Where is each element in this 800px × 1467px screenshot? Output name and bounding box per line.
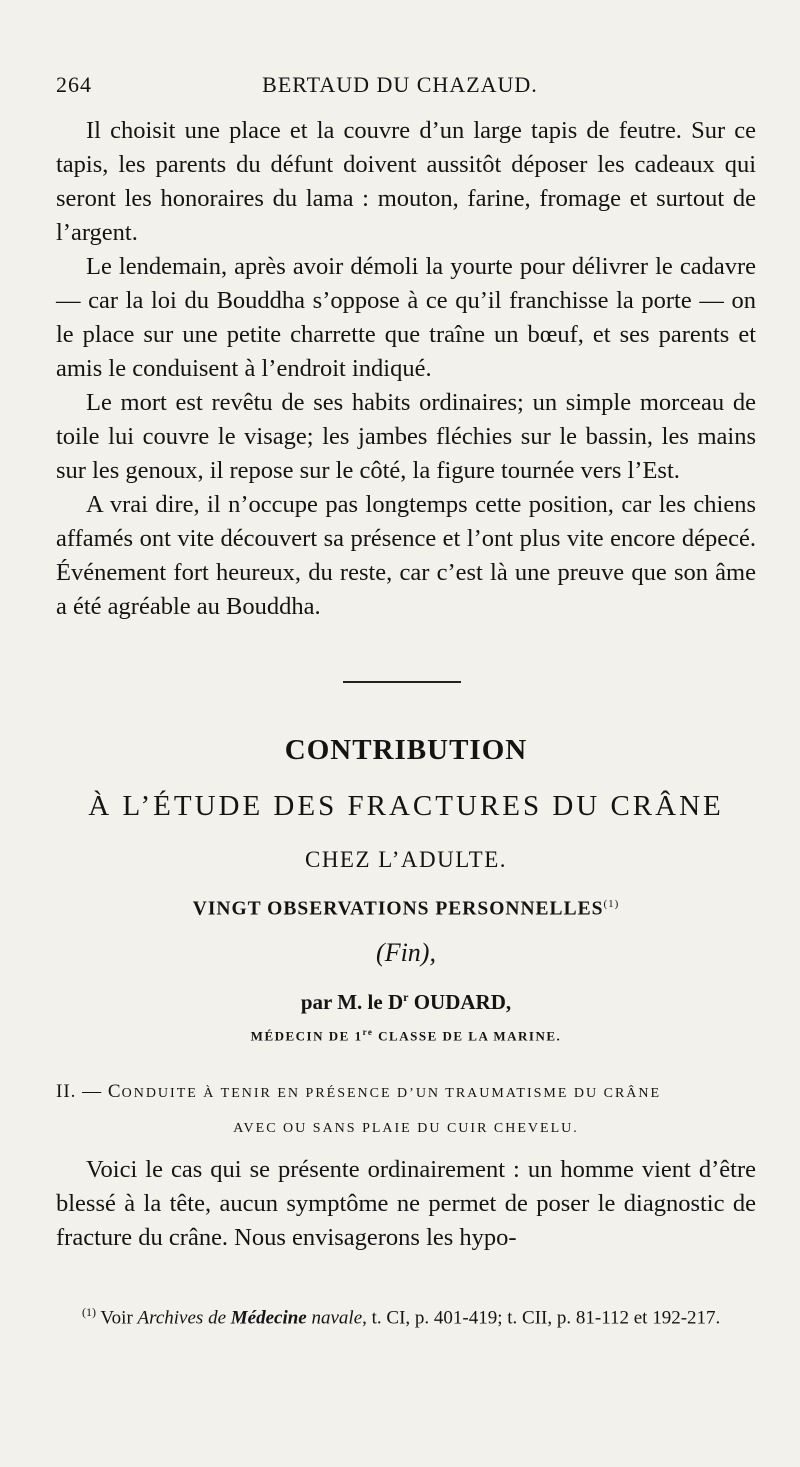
page-header <box>56 72 744 106</box>
footnote-mark: (1) <box>82 1305 96 1319</box>
page-number: 264 <box>56 72 92 97</box>
section-number: II. — <box>56 1081 108 1102</box>
article-subtitle <box>56 898 756 921</box>
section-title-line-2: AVEC OU SANS PLAIE DU CUIR CHEVELU. <box>233 1121 579 1136</box>
section-title-line-1: ONDUITE À TENIR EN PRÉSENCE D’UN TRAUMATISME DU CRÂNE <box>121 1086 662 1101</box>
running-head: BERTAUD DU CHAZAUD. <box>262 72 538 97</box>
article-title-line-3: CHEZ L’ADULTE. <box>304 847 507 872</box>
footnote-journal-3: navale <box>306 1307 363 1329</box>
subtitle-text: VINGT OBSERVATIONS PERSONNELLES <box>192 898 604 920</box>
affiliation-text-2: CLASSE DE LA MARINE. <box>373 1028 562 1044</box>
author-affiliation <box>56 1027 756 1044</box>
footnote-reference: (1) <box>603 898 620 910</box>
footnote-text-1: Voir <box>96 1307 138 1329</box>
article-title-line-1: CONTRIBUTION <box>284 734 528 766</box>
article-fin: (Fin), <box>376 938 436 967</box>
section-divider <box>343 681 461 683</box>
footnote-journal-2: Médecine <box>230 1307 307 1329</box>
footnote-text-2: , t. CI, p. 401-419; t. CII, p. 81-112 et 192-217. <box>362 1307 721 1329</box>
section-heading <box>56 1074 756 1146</box>
paragraph: Le lendemain, après avoir démoli la yourte pour délivrer le cadavre — car la loi du Bouddha s’oppose à ce qu’il franchisse la porte — on le place sur une petite charrette que traîne un bœuf, et ses parents et amis le conduisent à l’endroit indiqué. <box>56 253 756 382</box>
footnote <box>56 1297 756 1333</box>
paragraph: Il choisit une place et la couvre d’un large tapis de feutre. Sur ce tapis, les parents du défunt doivent aussitôt déposer les cadeaux qui seront les honoraires du lama : mouton, farine, fromage et surtout de l’argent. <box>56 117 756 246</box>
footnote-journal-1: Archives de <box>137 1307 231 1329</box>
affiliation-text-1: MÉDECIN DE 1 <box>250 1028 363 1044</box>
author-line <box>56 990 756 1015</box>
affiliation-sup: re <box>362 1027 374 1037</box>
section-lead-letter: C <box>107 1081 122 1102</box>
author-title-sup: r <box>403 990 409 1004</box>
author-prefix: par M. le D <box>300 990 404 1014</box>
body-text-top <box>56 114 756 624</box>
author-name: OUDARD, <box>408 990 512 1014</box>
paragraph: Le mort est revêtu de ses habits ordinaires; un simple morceau de toile lui couvre le visage; les jambes fléchies sur le bassin, les mains sur les genoux, il repose sur le côté, la figure tournée vers l’Est. <box>56 389 756 484</box>
paragraph: Voici le cas qui se présente ordinairement : un homme vient d’être blessé à la tête, aucun symptôme ne permet de poser le diagnostic de fracture du crâne. Nous envisagerons les hypo- <box>56 1156 756 1251</box>
article-title-line-2: À L’ÉTUDE DES FRACTURES DU CRÂNE <box>88 790 724 822</box>
body-text-bottom <box>56 1153 756 1255</box>
paragraph: A vrai dire, il n’occupe pas longtemps cette position, car les chiens affamés ont vite découvert sa présence et l’ont plus vite encore dépecé. Événement fort heureux, du reste, car c’est là une preuve que son âme a été agréable au Bouddha. <box>56 491 756 620</box>
